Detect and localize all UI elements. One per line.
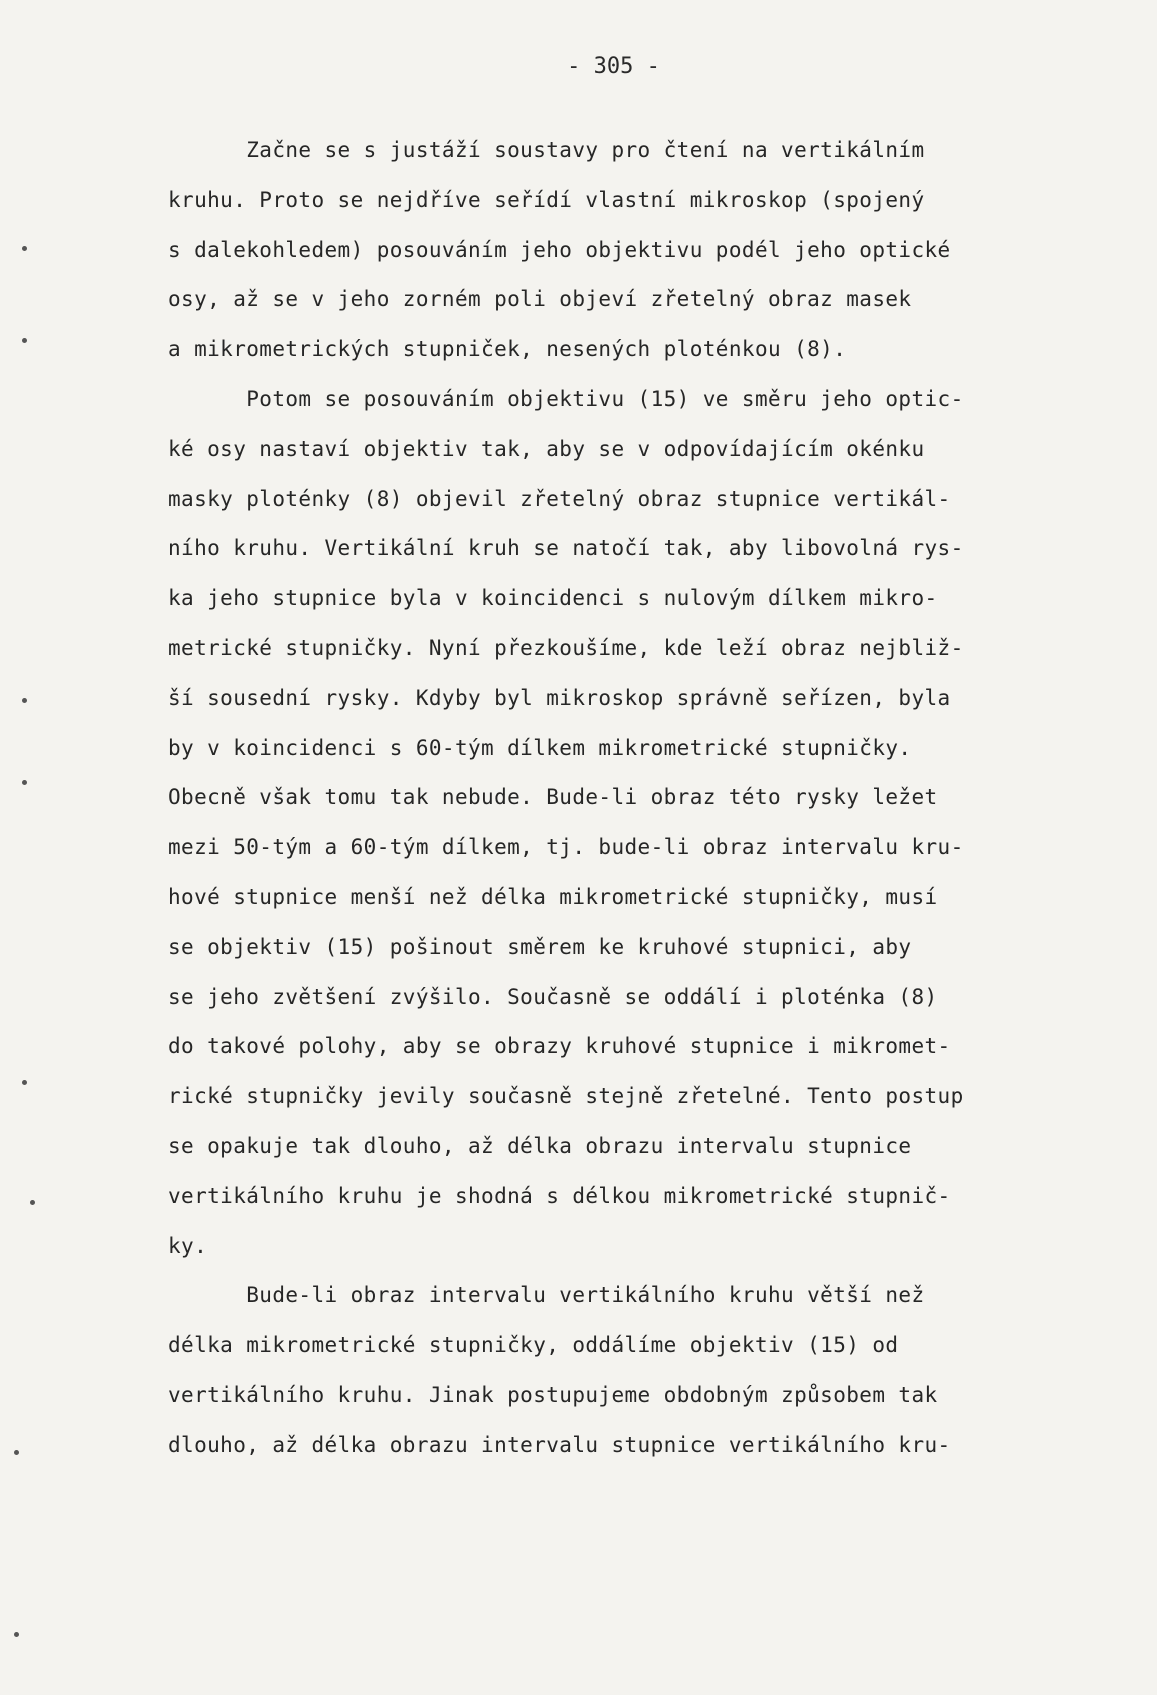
text-line: dlouho, až délka obrazu intervalu stupnice vertikálního kru-: [168, 1432, 951, 1457]
binding-hole-mark: [22, 338, 27, 343]
text-line: kruhu. Proto se nejdříve seřídí vlastní mikroskop (spojený: [168, 187, 925, 212]
text-line: osy, až se v jeho zorném poli objeví zřetelný obraz masek: [168, 287, 912, 312]
text-line: rické stupničky jevily současně stejně zřetelné. Tento postup: [168, 1084, 964, 1109]
text-line: Začne se s justáží soustavy pro čtení na vertikálním: [168, 138, 925, 162]
text-line: se objektiv (15) pošinout směrem ke kruhové stupnici, aby: [168, 934, 912, 959]
text-line: by v koincidenci s 60-tým dílkem mikrometrické stupničky.: [168, 735, 912, 760]
text-line: ního kruhu. Vertikální kruh se natočí tak, aby libovolná rys-: [168, 536, 964, 561]
binding-hole-mark: [22, 780, 27, 785]
binding-hole-mark: [22, 246, 27, 251]
text-line: se opakuje tak dlouho, až délka obrazu intervalu stupnice: [168, 1133, 912, 1158]
text-line: ky.: [168, 1233, 208, 1258]
text-line: a mikrometrických stupniček, nesených ploténkou (8).: [168, 337, 847, 362]
text-line: Bude-li obraz intervalu vertikálního kruhu větší než: [168, 1283, 925, 1308]
text-line: s dalekohledem) posouváním jeho objektivu podél jeho optické: [168, 237, 951, 262]
binding-hole-mark: [22, 1080, 27, 1085]
text-line: Obecně však tomu tak nebude. Bude-li obraz této rysky ležet: [168, 785, 938, 810]
text-line: mezi 50-tým a 60-tým dílkem, tj. bude-li obraz intervalu kru-: [168, 835, 964, 860]
body-text: [168, 126, 1118, 1471]
text-line: délka mikrometrické stupničky, oddálíme objektiv (15) od: [168, 1333, 899, 1358]
text-line: ší sousední rysky. Kdyby byl mikroskop správně seřízen, byla: [168, 685, 951, 710]
binding-hole-mark: [22, 698, 27, 703]
text-line: vertikálního kruhu je shodná s délkou mikrometrické stupnič-: [168, 1183, 951, 1208]
text-line: masky ploténky (8) objevil zřetelný obraz stupnice vertikál-: [168, 486, 951, 511]
text-line: metrické stupničky. Nyní přezkoušíme, kde leží obraz nejbliž-: [168, 635, 964, 660]
binding-hole-mark: [30, 1200, 35, 1205]
page-number: - 305 -: [567, 54, 660, 79]
text-line: ké osy nastaví objektiv tak, aby se v odpovídajícím okénku: [168, 436, 925, 461]
text-line: se jeho zvětšení zvýšilo. Současně se oddálí i ploténka (8): [168, 984, 938, 1009]
binding-hole-mark: [14, 1632, 19, 1637]
text-line: do takové polohy, aby se obrazy kruhové stupnice i mikromet-: [168, 1034, 951, 1059]
text-line: Potom se posouváním objektivu (15) ve směru jeho optic-: [168, 386, 964, 411]
text-line: vertikálního kruhu. Jinak postupujeme obdobným způsobem tak: [168, 1382, 938, 1407]
text-line: hové stupnice menší než délka mikrometrické stupničky, musí: [168, 884, 938, 909]
binding-hole-mark: [14, 1450, 19, 1455]
text-line: ka jeho stupnice byla v koincidenci s nulovým dílkem mikro-: [168, 586, 938, 611]
